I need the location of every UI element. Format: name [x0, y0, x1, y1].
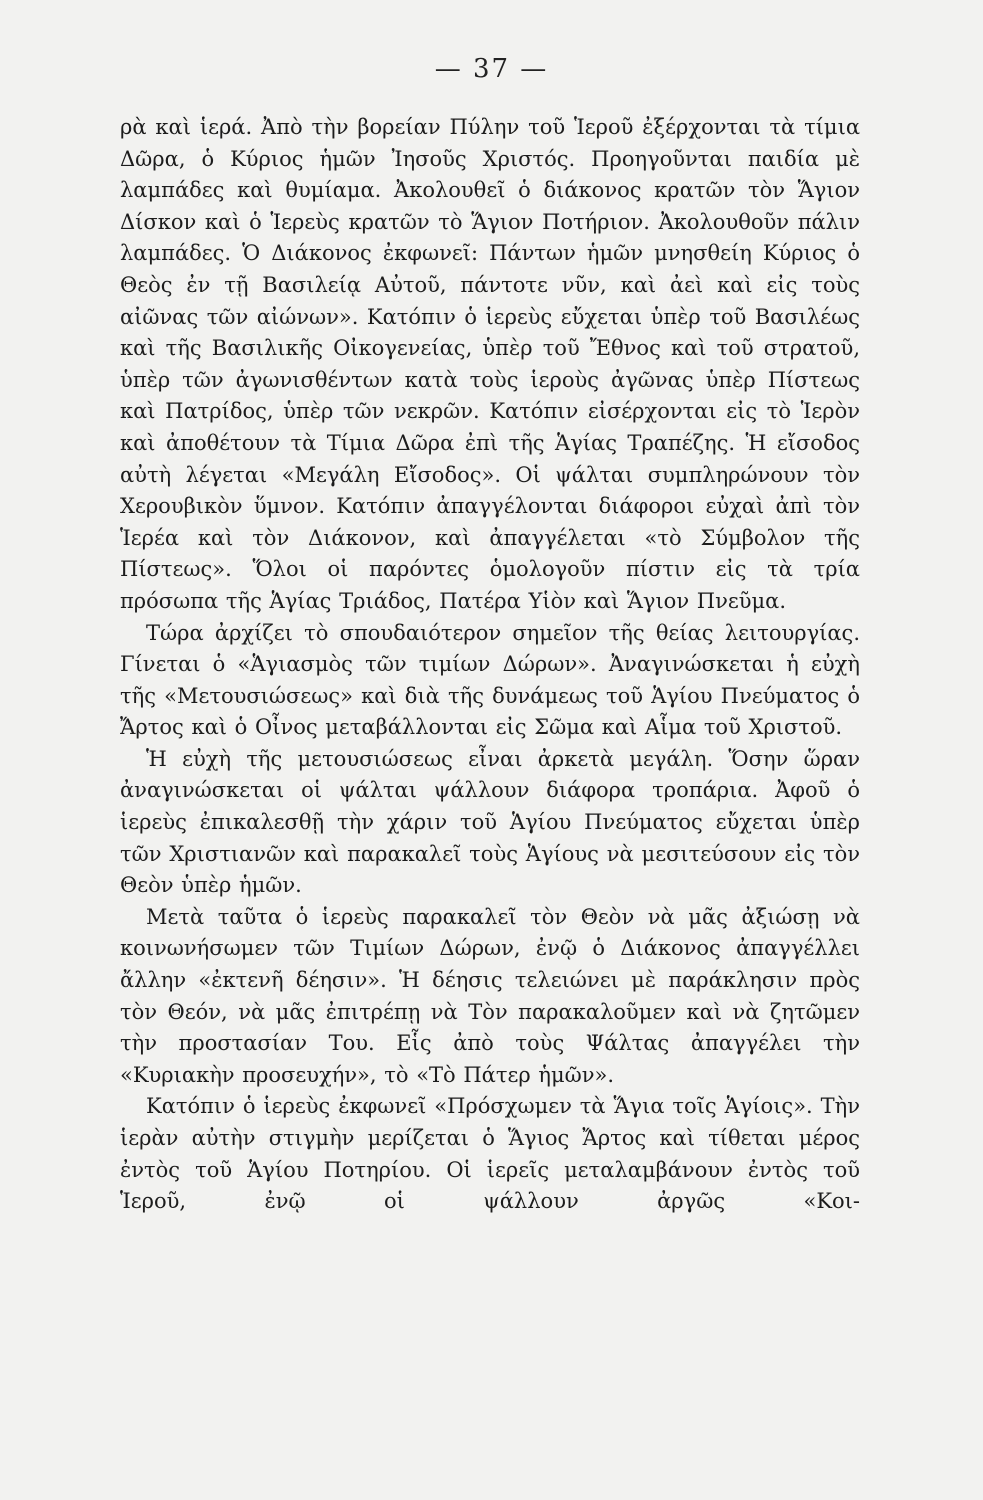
page-number: — 37 — — [434, 54, 549, 84]
paragraph-3: Ἡ εὐχὴ τῆς μετουσιώσεως εἶναι ἀρκετὰ μεγάλη. Ὅσην ὥραν ἀναγινώσκεται οἱ ψάλται ψάλλουν διάφορα τροπάρια. Ἀφοῦ ὁ ἱερεὺς ἐπικαλεσθῇ τὴν χάριν τοῦ Ἁγίου Πνεύματος εὔχεται ὑπὲρ τῶν Χριστιανῶν καὶ παρακαλεῖ τοὺς Ἁγίους νὰ μεσιτεύσουν εἰς τὸν Θεὸν ὑπὲρ ἡμῶν. — [120, 746, 860, 898]
paragraph-1: ρὰ καὶ ἱερά. Ἀπὸ τὴν βορείαν Πύλην τοῦ Ἱεροῦ ἐξέρχονται τὰ τίμια Δῶρα, ὁ Κύριος ἡμῶν Ἰησοῦς Χριστός. Προηγοῦνται παιδία μὲ λαμπάδες καὶ θυμίαμα. Ἀκολουθεῖ ὁ διάκονος κρατῶν τὸν Ἅγιον Δίσκον καὶ ὁ Ἱερεὺς κρατῶν τὸ Ἅγιον Ποτήριον. Ἀκολουθοῦν πάλιν λαμπάδες. Ὁ Διάκονος ἐκφωνεῖ: Πάντων ἡμῶν μνησθείη Κύριος ὁ Θεὸς ἐν τῇ Βασιλείᾳ Αὐτοῦ, πάντοτε νῦν, καὶ ἀεὶ καὶ εἰς τοὺς αἰῶνας τῶν αἰώνων». Κατόπιν ὁ ἱερεὺς εὔχεται ὑπὲρ τοῦ Βασιλέως καὶ τῆς Βασιλικῆς Οἰκογενείας, ὑπὲρ τοῦ Ἔθνος καὶ τοῦ στρατοῦ, ὑπὲρ τῶν ἀγωνισθέντων κατὰ τοὺς ἱεροὺς ἀγῶνας ὑπὲρ Πίστεως καὶ Πατρίδος, ὑπὲρ τῶν νεκρῶν. Κατόπιν εἰσέρχονται εἰς τὸ Ἱερὸν καὶ ἀποθέτουν τὰ Τίμια Δῶρα ἐπὶ τῆς Ἁγίας Τραπέζης. Ἡ εἴσοδος αὐτὴ λέγεται «Μεγάλη Εἴσοδος». Οἱ ψάλται συμπληρώνουν τὸν Χερουβικὸν ὕμνον. Κατόπιν ἀπαγγέλονται διάφοροι εὐχαὶ ἀπὶ τὸν Ἱερέα καὶ τὸν Διάκονον, καὶ ἀπαγγέλεται «τὸ Σύμβολον τῆς Πίστεως». Ὅλοι οἱ παρόντες ὁμολογοῦν πίστιν εἰς τὰ τρία πρόσωπα τῆς Ἁγίας Τριάδος, Πατέρα Υἱὸν καὶ Ἅγιον Πνεῦμα. — [120, 115, 860, 613]
paragraph-5: Κατόπιν ὁ ἱερεὺς ἐκφωνεῖ «Πρόσχωμεν τὰ Ἅγια τοῖς Ἁγίοις». Τὴν ἱερὰν αὐτὴν στιγμὴν μερίζεται ὁ Ἅγιος Ἄρτος καὶ τίθεται μέρος ἐντὸς τοῦ Ἁγίου Ποτηρίου. Οἱ ἱερεῖς μεταλαμβάνουν ἐντὸς τοῦ Ἱεροῦ, ἐνῷ οἱ ψάλλουν ἀργῶς «Κοι- — [120, 1094, 860, 1214]
paragraph-2: Τώρα ἀρχίζει τὸ σπουδαιότερον σημεῖον τῆς θείας λειτουργίας. Γίνεται ὁ «Ἁγιασμὸς τῶν τιμίων Δώρων». Ἀναγινώσκεται ἡ εὐχὴ τῆς «Μετουσιώσεως» καὶ διὰ τῆς δυνάμεως τοῦ Ἁγίου Πνεύματος ὁ Ἄρτος καὶ ὁ Οἶνος μεταβάλλονται εἰς Σῶμα καὶ Αἷμα τοῦ Χριστοῦ. — [120, 620, 860, 740]
paragraph-4: Μετὰ ταῦτα ὁ ἱερεὺς παρακαλεῖ τὸν Θεὸν νὰ μᾶς ἀξιώσῃ νὰ κοινωνήσωμεν τῶν Τιμίων Δώρων, ἐνῷ ὁ Διάκονος ἀπαγγέλλει ἄλλην «ἐκτενῆ δέησιν». Ἡ δέησις τελειώνει μὲ παράκλησιν πρὸς τὸν Θεόν, νὰ μᾶς ἐπιτρέπῃ νὰ Τὸν παρακαλοῦμεν καὶ νὰ ζητῶμεν τὴν προστασίαν Του. Εἷς ἀπὸ τοὺς Ψάλτας ἀπαγγέλει τὴν «Κυριακὴν προσευχήν», τὸ «Τὸ Πάτερ ἡμῶν». — [120, 904, 860, 1087]
body-text — [120, 112, 860, 1218]
